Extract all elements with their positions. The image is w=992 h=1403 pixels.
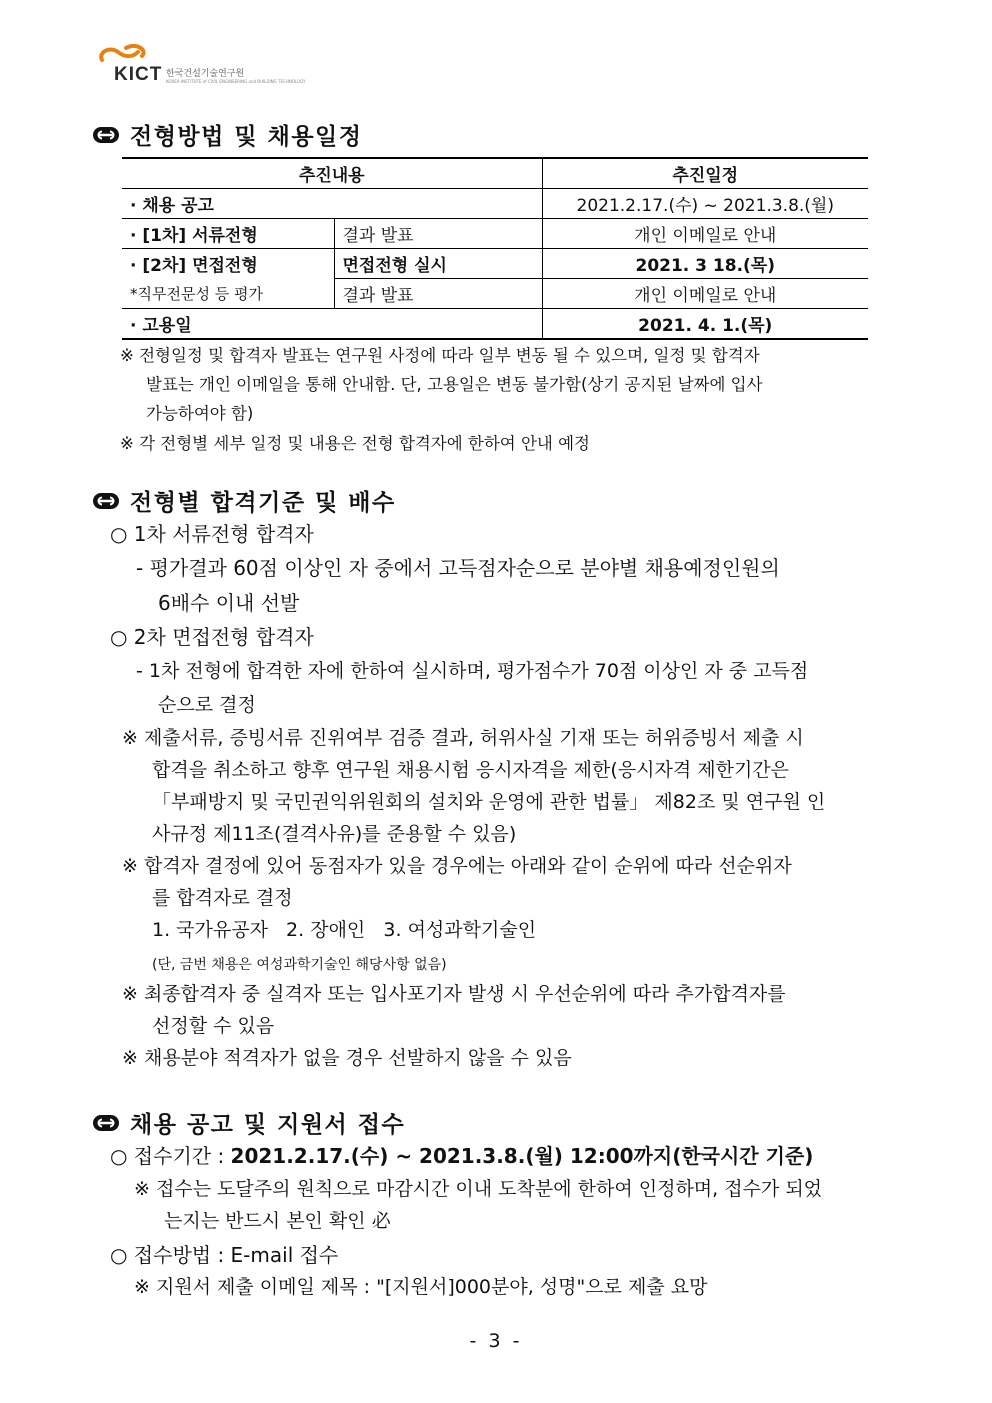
schedule-table	[122, 157, 868, 340]
section1-header	[92, 118, 362, 151]
note-line: 가능하여야 함)	[146, 404, 254, 423]
table-row	[122, 279, 868, 309]
logo-org: 한국건설기술연구원	[166, 69, 245, 79]
note-line: ※ 전형일정 및 합격자 발표는 연구원 사정에 따라 일부 변동 될 수 있으며, 일정 및 합격자	[120, 346, 760, 365]
row-sub: 결과 발표	[334, 279, 542, 309]
method-line: ○ 접수방법 : E-mail 접수	[110, 1243, 339, 1267]
note-line: ※ 채용분야 적격자가 없을 경우 선발하지 않을 수 있음	[122, 1047, 572, 1069]
row-date: 2021.2.17.(수) ~ 2021.3.8.(월)	[542, 189, 868, 219]
section2-title: 전형별 합격기준 및 배수	[130, 490, 396, 516]
table-row	[122, 249, 868, 279]
note-line-cont: 선정할 수 있음	[152, 1015, 275, 1037]
period-value: 2021.2.17.(수) ~ 2021.3.8.(월) 12:00까지(한국시간 기준)	[230, 1144, 814, 1168]
header-schedule: 추진일정	[542, 158, 868, 189]
note-line-cont: 「부패방지 및 국민권익위원회의 설치와 운영에 관한 법률」 제82조 및 연구원 인	[152, 791, 826, 813]
row-item: · [1차] 서류전형	[122, 219, 334, 249]
logo-name: KICT	[114, 64, 163, 85]
row-item: · 고용일	[122, 309, 542, 340]
note-line: ※ 각 전형별 세부 일정 및 내용은 전형 합격자에 한하여 안내 예정	[120, 434, 590, 453]
note-line: ※ 최종합격자 중 실격자 또는 입사포기자 발생 시 우선순위에 따라 추가합격자를	[122, 983, 786, 1005]
period-line	[110, 1139, 813, 1173]
table-row	[122, 309, 868, 340]
logo-swirl-icon	[96, 44, 166, 66]
row-item: · [2차] 면접전형	[130, 256, 258, 277]
row-item: · 채용 공고	[122, 189, 542, 219]
note-line: ※ 접수는 도달주의 원칙으로 마감시간 이내 도착분에 한하여 인정하며, 접수가 되었	[134, 1178, 823, 1200]
note-line: ※ 제출서류, 증빙서류 진위여부 검증 결과, 허위사실 기재 또는 허위증빙서 제출 시	[122, 727, 804, 749]
note-line-cont: 합격을 취소하고 향후 연구원 채용시험 응시자격을 제한(응시자격 제한기간은	[152, 759, 790, 781]
row-date: 개인 이메일로 안내	[542, 219, 868, 249]
link-icon	[92, 490, 120, 512]
note-line: ※ 지원서 제출 이메일 제목 : "[지원서]000분야, 성명"으로 제출 요망	[134, 1276, 708, 1298]
priority-note: (단, 금번 채용은 여성과학기술인 해당사항 없음)	[152, 957, 447, 973]
note-line: 발표는 개인 이메일을 통해 안내함. 단, 고용일은 변동 불가함(상기 공지된 날짜에 입사	[146, 375, 763, 394]
dash-line: - 평가결과 60점 이상인 자 중에서 고득점자순으로 분야별 채용예정인원의	[136, 556, 780, 580]
link-icon	[92, 124, 120, 146]
row-date: 개인 이메일로 안내	[542, 279, 868, 309]
row-item-note: *직무전문성 등 평가	[122, 279, 334, 309]
table-row	[122, 189, 868, 219]
section1-title: 전형방법 및 채용일정	[130, 124, 363, 150]
note-line-cont: 는지는 반드시 본인 확인 必	[164, 1210, 391, 1232]
table-row	[122, 219, 868, 249]
priority-list: 1. 국가유공자 2. 장애인 3. 여성과학기술인	[152, 919, 537, 941]
table-header-row	[122, 158, 868, 189]
section2-header	[92, 484, 396, 517]
header-content: 추진내용	[122, 158, 542, 189]
row-date: 2021. 4. 1.(목)	[542, 309, 868, 340]
bullet-line: ○ 1차 서류전형 합격자	[110, 522, 314, 546]
row-sub: 결과 발표	[334, 219, 542, 249]
note-line-cont: 사규정 제11조(결격사유)를 준용할 수 있음)	[152, 823, 517, 845]
note-line-cont: 를 합격자로 결정	[152, 887, 293, 909]
section3-header	[92, 1106, 405, 1139]
link-icon	[92, 1112, 120, 1134]
kict-logo	[96, 44, 306, 85]
note-line: ※ 합격자 결정에 있어 동점자가 있을 경우에는 아래와 같이 순위에 따라 선순위자	[122, 855, 792, 877]
page-number: - 3 -	[469, 1330, 523, 1352]
period-label: ○ 접수기간 :	[110, 1144, 231, 1168]
dash-line-cont: 6배수 이내 선발	[158, 591, 300, 615]
row-sub: 면접전형 실시	[334, 249, 542, 279]
logo-org-en: KOREA INSTITUTE of CIVIL ENGINEERING and BUILDING TECHNOLOGY	[166, 79, 306, 84]
bullet-line: ○ 2차 면접전형 합격자	[110, 625, 314, 649]
dash-line-cont: 순으로 결정	[158, 694, 256, 716]
section3-title: 채용 공고 및 지원서 접수	[130, 1112, 406, 1138]
row-date: 2021. 3 18.(목)	[542, 249, 868, 279]
dash-line: - 1차 전형에 합격한 자에 한하여 실시하며, 평가점수가 70점 이상인 자 중 고득점	[136, 660, 809, 682]
